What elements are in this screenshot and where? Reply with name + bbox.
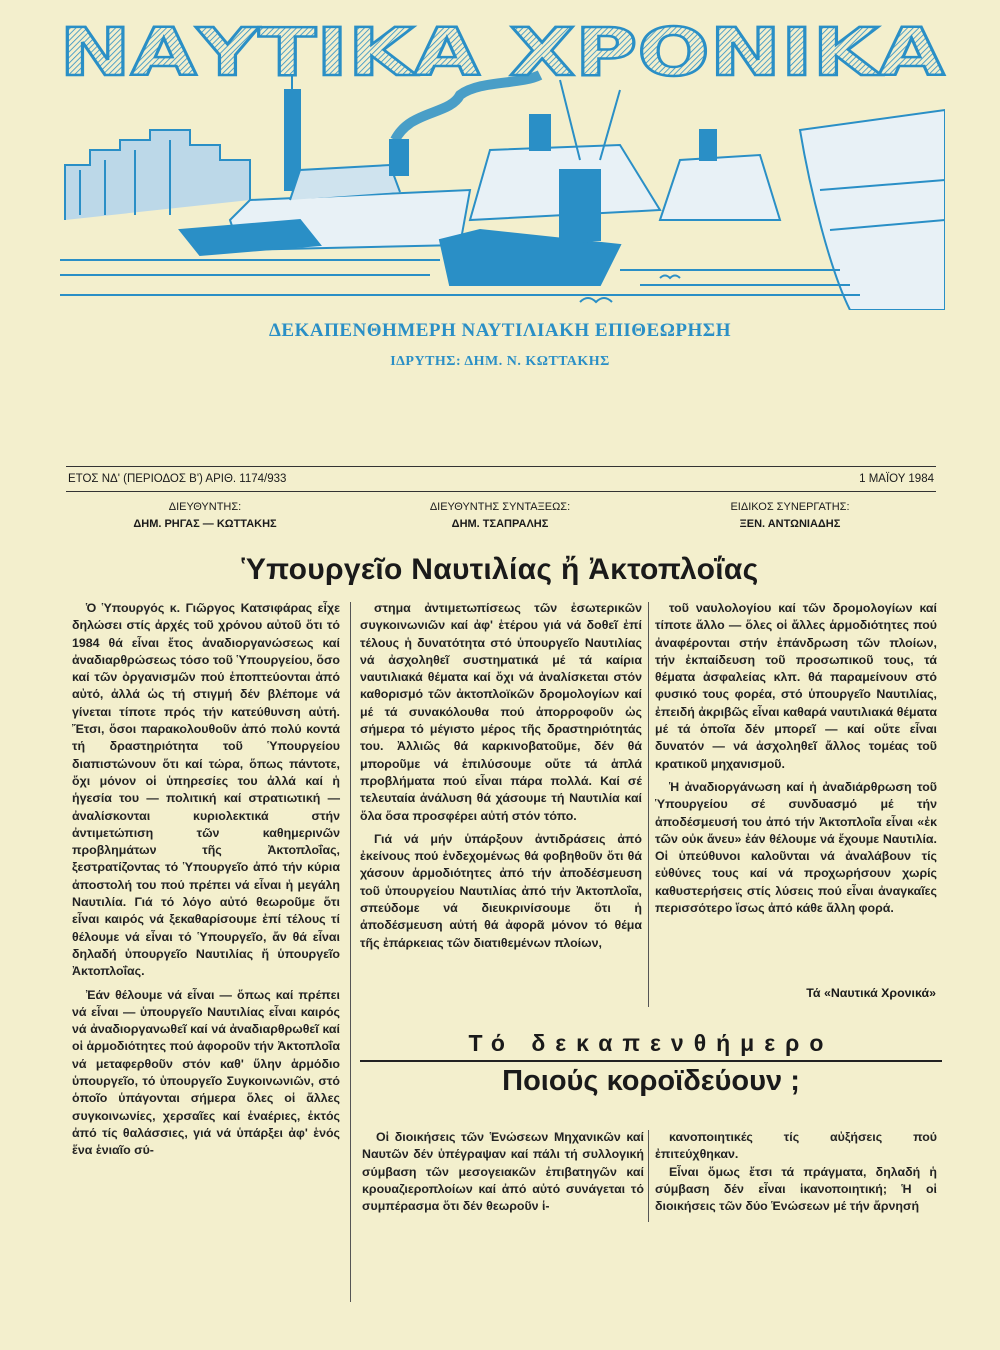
divider: [66, 491, 936, 492]
column-divider: [350, 602, 351, 1302]
paragraph: κανοποιητικές τίς αὐξήσεις πού ἐπιτεύχθηκαν.: [655, 1130, 937, 1162]
masthead-founder: ΙΔΡΥΤΗΣ: ΔΗΜ. Ν. ΚΩΤΤΑΚΗΣ: [390, 354, 610, 369]
staff-role: ΕΙΔΙΚΟΣ ΣΥΝΕΡΓΑΤΗΣ:: [730, 501, 850, 513]
masthead-title-text: ΝΑΥΤΙΚΑ ΧΡΟΝΙΚΑ: [59, 20, 945, 80]
article-column-1: [72, 600, 340, 1160]
article-headline: Ὑπουργεῖο Ναυτιλίας ἤ Ἀκτοπλοΐας: [241, 553, 759, 586]
article-signature: Τά «Ναυτικά Χρονικά»: [806, 986, 936, 1000]
staff-name: ΔΗΜ. ΡΗΓΑΣ — ΚΩΤΤΑΚΗΣ: [133, 518, 277, 530]
masthead-subtitle: ΔΕΚΑΠΕΝΘΗΜΕΡΗ ΝΑΥΤΙΛΙΑΚΗ ΕΠΙΘΕΩΡΗΣΗ: [269, 320, 731, 341]
column-divider: [648, 602, 649, 1007]
paragraph: τοῦ ναυλολογίου καί τῶν δρομολογίων καί τίποτε ἄλλο — ὅλες οἱ ἄλλες ἁρμοδιότητες πού ἀναφέρονται στήν ἐπάνδρωση τῶν πλοίων, τήν ἐκπαίδευση τοῦ προσωπικοῦ τους, τά θέματα ἀσφαλείας κλπ. θά παραμείνουν στό φυσικό τους φορέα, στό ὑπουργεῖο Ναυτιλίας, ἐπειδή ἀκριβῶς εἶναι καθαρά ναυτιλιακά θέματα μέ τά ὁποῖα δέν μπορεῖ — καί οὔτε εἶναι δυνατόν — νά ἀσχοληθεῖ ἄλλος τομέας τοῦ κρατικοῦ μηχανισμοῦ.: [655, 601, 937, 771]
paragraph: Ἡ ἀναδιοργάνωση καί ἡ ἀναδιάρθρωση τοῦ Ὑπουργείου σέ συνδυασμό μέ τήν ἀποδέσμευσή του ἀπό τήν Ἀκτοπλοΐα εἶναι «ἐκ τῶν οὐκ ἄνευ» ἐάν θέλουμε νά ἔχουμε Ναυτιλία. Οἱ ὑπεύθυνοι καλοῦνται νά ἀναλάβουν τίς εὐθύνες τους καί νά προχωρήσουν χωρίς καθυστερήσεις στίς λύσεις πού εἶναι ἀναγκαῖες περισσότερο ἴσως ἀπό κάθε ἄλλη φορά.: [655, 779, 937, 916]
section-kicker: Τό δεκαπενθήμερο: [468, 1030, 834, 1056]
article-column-2: [360, 600, 642, 952]
staff-collaborator: [645, 499, 935, 533]
harbor-illustration: [60, 70, 945, 310]
section-rule: [360, 1060, 942, 1062]
paragraph: Οἱ διοικήσεις τῶν Ἑνώσεων Μηχανικῶν καί Ναυτῶν δέν ὑπέγραψαν καί πάλι τή συλλογική σύμβαση τῶν μεσογειακῶν ἐπιβατηγῶν καί κρουαζιεροπλοίων καί ἀπό αὐτό συνάγεται τό συμπέρασμα ὅτι δέν θεωροῦν ἱ-: [362, 1130, 644, 1214]
paragraph: Ὁ Ὑπουργός κ. Γιῶργος Κατσιφάρας εἶχε δηλώσει στίς ἀρχές τοῦ χρόνου αὐτοῦ ὅτι τό 1984 θά εἶναι ἔτος ἀναδιοργανώσεως καί ἀναδιαρθρώσεως τόσο τοῦ Ὑπουργείου, ὅσο καί τῶν ὀργανισμῶν πού ἐποπτεύονται ἀπό αὐτό, ἀλλά ὡς τή στιγμή δέν βλέπομε νά γίνεται τίποτε πρός τήν κατεύθυνση αὐτή. Ἔτσι, ὅσοι παρακολουθοῦν ἀπό πολύ κοντά τή δραστηριότητα τοῦ Ὑπουργείου διαπιστώνουν ὅτι καί τώρα, ὅπως πάντοτε, ὄχι μόνον οἱ ὑπηρεσίες του ἀλλά καί ἡ ἡγεσία του — πολιτική καί στρατιωτική — ἀναλίσκονται κυριολεκτικά στήν ἀντιμετώπιση τῶν καθημερινῶν προβλημάτων τῆς Ἀκτοπλοΐας, ξεστρατίζοντας τό Ὑπουργεῖο ἀπό τήν κύρια ἀποστολή του πού πρέπει νά εἶναι ἡ μεγάλη Ναυτιλία. Γιά τό λόγο αὐτό θεωροῦμε ὅτι εἶναι καιρός νά ξεκαθαρίσουμε ἐπί τέλους τί θέλουμε νά εἶναι τό Ὑπουργεῖο, ἄν θά εἶναι δηλαδή ὑπουργεῖο Ναυτιλίας ἤ ὑπουργεῖο Ἀκτοπλοΐας.: [72, 601, 340, 979]
staff-role: ΔΙΕΥΘΥΝΤΗΣ:: [168, 501, 242, 513]
paragraph: Γιά νά μήν ὑπάρξουν ἀντιδράσεις ἀπό ἐκείνους πού ἐνδεχομένως θά φοβηθοῦν ὅτι θά χάσουν ἁρμοδιότητες ἀπό τήν ἀποδέσμευση τοῦ ὑπουργείου Ναυτιλίας ἀπό τήν Ἀκτοπλοΐα, σπεύδομε νά διευκρινίσουμε ὅτι ἡ ἀποδέσμευση αὐτή θά ἀφορᾶ μόνον τό θέμα τῆς ἐπάρκειας τῶν διατιθεμένων πλοίων,: [360, 831, 642, 950]
staff-name: ΔΗΜ. ΤΣΑΠΡΑΛΗΣ: [451, 518, 549, 530]
issue-info: ΕΤΟΣ ΝΔ' (ΠΕΡΙΟΔΟΣ Β') ΑΡΙΘ. 1174/933: [68, 473, 287, 485]
paragraph: Εἶναι ὅμως ἔτσι τά πράγματα, δηλαδή ἡ σύμβαση δέν εἶναι ἱκανοποιητική; Ἡ οἱ διοικήσεις τῶν δύο Ἑνώσεων μέ τήν ἄρνησή: [655, 1164, 937, 1214]
staff-role: ΔΙΕΥΘΥΝΤΗΣ ΣΥΝΤΑΞΕΩΣ:: [429, 501, 571, 513]
section-headline: Ποιούς κοροϊδεύουν ;: [502, 1065, 800, 1097]
staff-name: ΞΕΝ. ΑΝΤΩΝΙΑΔΗΣ: [739, 518, 841, 530]
column-divider: [648, 1130, 649, 1222]
article-column-3: [655, 600, 937, 917]
staff-director: [60, 499, 350, 533]
staff-editor: [355, 499, 645, 533]
issue-date: 1 ΜΑΪΟΥ 1984: [859, 473, 934, 485]
section-column-2: [655, 1129, 937, 1215]
paragraph: στημα ἀντιμετωπίσεως τῶν ἐσωτερικῶν συγκοινωνιῶν καί ἀφ' ἑτέρου γιά νά δοθεῖ ἐπί τέλους ἡ δυνατότητα στό ὑπουργεῖο Ναυτιλίας νά ἀσχοληθεῖ συστηματικά μέ τά καίρια ναυτιλιακά θέματα καί ὄχι νά ἀναλίσκεται στόν καθορισμό τῶν ἀκτοπλοϊκῶν δρομολογίων καί μέ τά συνακόλουθα πού ἀπορροφοῦν ὡς σήμερα τό μέγιστο μέρος τῆς δραστηριότητάς του. Ἀλλιῶς θά καρκινοβατοῦμε, δέν θά μποροῦμε νά ἐπιλύσουμε οὔτε τά ἁπλά προβλήματα πού εἶναι πάρα πολλά. Καί σέ τελευταία ἀνάλυση θά χάσουμε τή Ναυτιλία καί ὅλα ὅσα προσφέρει αὐτή στόν τόπο.: [360, 601, 642, 823]
section-column-1: [362, 1129, 644, 1215]
divider: [66, 466, 936, 467]
paragraph: Ἐάν θέλουμε νά εἶναι — ὅπως καί πρέπει νά εἶναι — ὑπουργεῖο Ναυτιλίας εἶναι καιρός νά ἀναδιοργανωθεῖ καί νά ἀναδιαρθρωθεῖ καί οἱ ἁρμοδιότητες πού ἀφοροῦν τήν Ἀκτοπλοΐα νά μεταφερθοῦν στόν καθ' ὕλην ἁρμόδιο ὑπουργεῖο, τό ὑπουργεῖο Συγκοινωνιῶν, στό ὁποῖο ὑπάγονται σήμερα ὅλες οἱ ἄλλες συγκοινωνίες, χερσαῖες καί ἐναέριες, ἐκτός ἀπό τίς θαλάσσιες, γιά νά ὑπάρξει ἀφ' ἑνός ἕνα ἑνιαῖο σύ-: [72, 987, 340, 1158]
